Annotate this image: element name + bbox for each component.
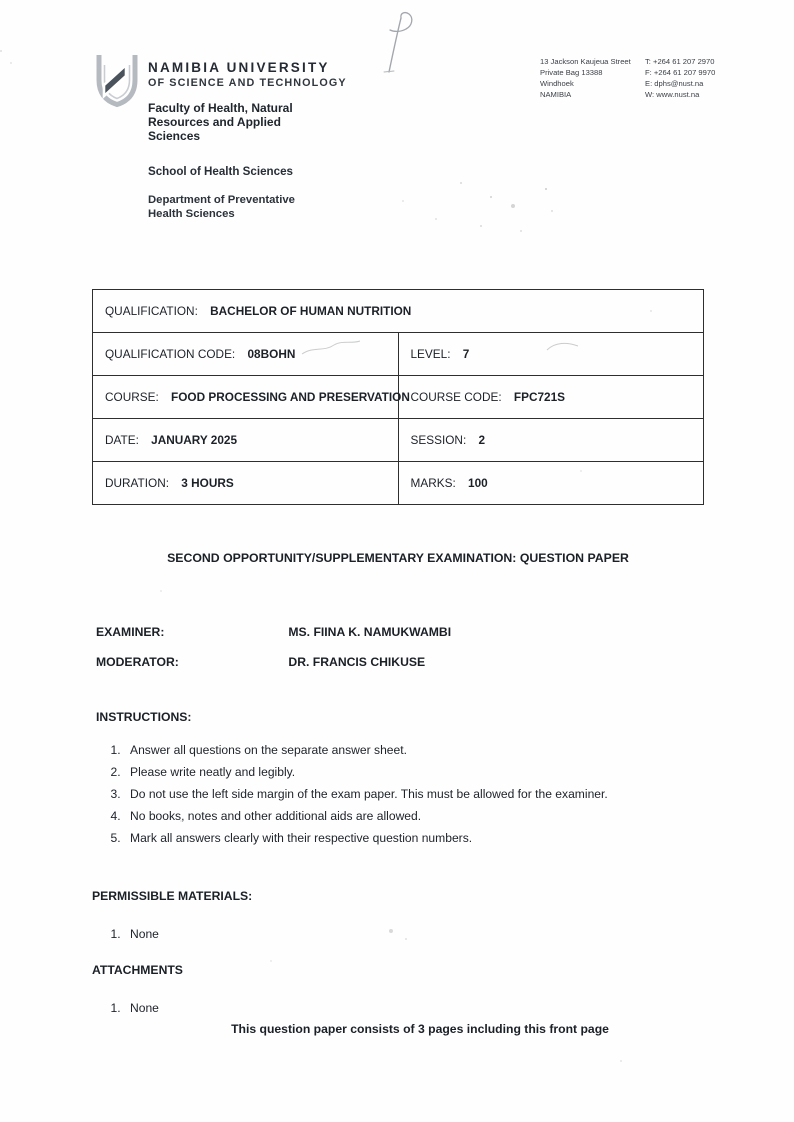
contact-line-fax: F: +264 61 207 9970 xyxy=(645,68,716,77)
nust-logo-shield-icon xyxy=(92,52,142,108)
attachment-item: 1. None xyxy=(124,999,159,1018)
table-row-date-session xyxy=(93,419,704,462)
date-value: JANUARY 2025 xyxy=(151,433,238,447)
exam-paper-title: SECOND OPPORTUNITY/SUPPLEMENTARY EXAMINATION: QUESTION PAPER xyxy=(167,551,629,565)
session-label: SESSION: xyxy=(410,433,467,447)
permissible-item: 1. None xyxy=(124,925,159,944)
contact-line-web: W: www.nust.na xyxy=(645,90,700,99)
instruction-item: 3. Do not use the left side margin of the exam paper. This must be allowed for the examiner. xyxy=(124,785,710,804)
course-code-value: FPC721S xyxy=(513,390,566,404)
contact-line-email: E: dphs@nust.na xyxy=(645,79,704,88)
qualification-code-value: 08BOHN xyxy=(247,347,296,361)
course-value: FOOD PROCESSING AND PRESERVATION xyxy=(171,390,410,404)
instruction-item: 1. Answer all questions on the separate answer sheet. xyxy=(124,741,710,760)
contact-block xyxy=(645,56,715,100)
moderator-label: MODERATOR: xyxy=(96,655,179,669)
examiner-name: MS. FIINA K. NAMUKWAMBI xyxy=(288,625,452,639)
session-value: 2 xyxy=(478,433,486,447)
permissible-materials-heading: PERMISSIBLE MATERIALS: xyxy=(92,889,253,903)
moderator-row xyxy=(96,655,425,669)
school-name: School of Health Sciences xyxy=(148,165,293,178)
duration-label: DURATION: xyxy=(105,476,170,490)
table-row-duration-marks xyxy=(93,462,704,505)
page-count-note: This question paper consists of 3 pages including this front page xyxy=(231,1022,609,1036)
university-wordmark xyxy=(148,60,347,89)
level-label: LEVEL: xyxy=(410,347,451,361)
table-row-code-level xyxy=(93,333,704,376)
permissible-materials-list xyxy=(96,925,159,947)
address-line: Windhoek xyxy=(540,79,574,88)
attachments-heading: ATTACHMENTS xyxy=(92,963,183,977)
instructions-heading: INSTRUCTIONS: xyxy=(96,710,192,724)
course-code-label: COURSE CODE: xyxy=(410,390,502,404)
moderator-name: DR. FRANCIS CHIKUSE xyxy=(288,655,426,669)
table-row-course xyxy=(93,376,704,419)
faculty-name: Faculty of Health, Natural Resources and Applied Sciences xyxy=(148,101,293,144)
instructions-list xyxy=(96,741,710,851)
university-name-line1: NAMIBIA UNIVERSITY xyxy=(148,60,330,75)
contact-line-phone: T: +264 61 207 2970 xyxy=(645,57,715,66)
qualification-code-label: QUALIFICATION CODE: xyxy=(105,347,236,361)
address-block xyxy=(540,56,631,100)
examiner-row xyxy=(96,625,451,639)
instruction-item: 5. Mark all answers clearly with their respective question numbers. xyxy=(124,829,710,848)
department-name: Department of Preventative Health Sciences xyxy=(148,194,295,220)
date-label: DATE: xyxy=(105,433,139,447)
qualification-value: BACHELOR OF HUMAN NUTRITION xyxy=(210,304,412,318)
examiner-label: EXAMINER: xyxy=(96,625,165,639)
address-line: Private Bag 13388 xyxy=(540,68,603,77)
course-label: COURSE: xyxy=(105,390,159,404)
qualification-label: QUALIFICATION: xyxy=(105,304,198,318)
instruction-item: 4. No books, notes and other additional aids are allowed. xyxy=(124,807,710,826)
table-row-qualification xyxy=(93,290,704,333)
exam-info-table xyxy=(92,289,704,505)
duration-value: 3 HOURS xyxy=(181,476,234,490)
marks-label: MARKS: xyxy=(410,476,456,490)
address-line: 13 Jackson Kaujeua Street xyxy=(540,57,631,66)
level-value: 7 xyxy=(462,347,470,361)
address-line: NAMIBIA xyxy=(540,90,572,99)
instruction-item: 2. Please write neatly and legibly. xyxy=(124,763,710,782)
marks-value: 100 xyxy=(468,476,488,490)
attachments-list xyxy=(96,999,159,1021)
handwritten-p-mark xyxy=(374,8,428,80)
university-name-line2: OF SCIENCE AND TECHNOLOGY xyxy=(148,77,347,89)
